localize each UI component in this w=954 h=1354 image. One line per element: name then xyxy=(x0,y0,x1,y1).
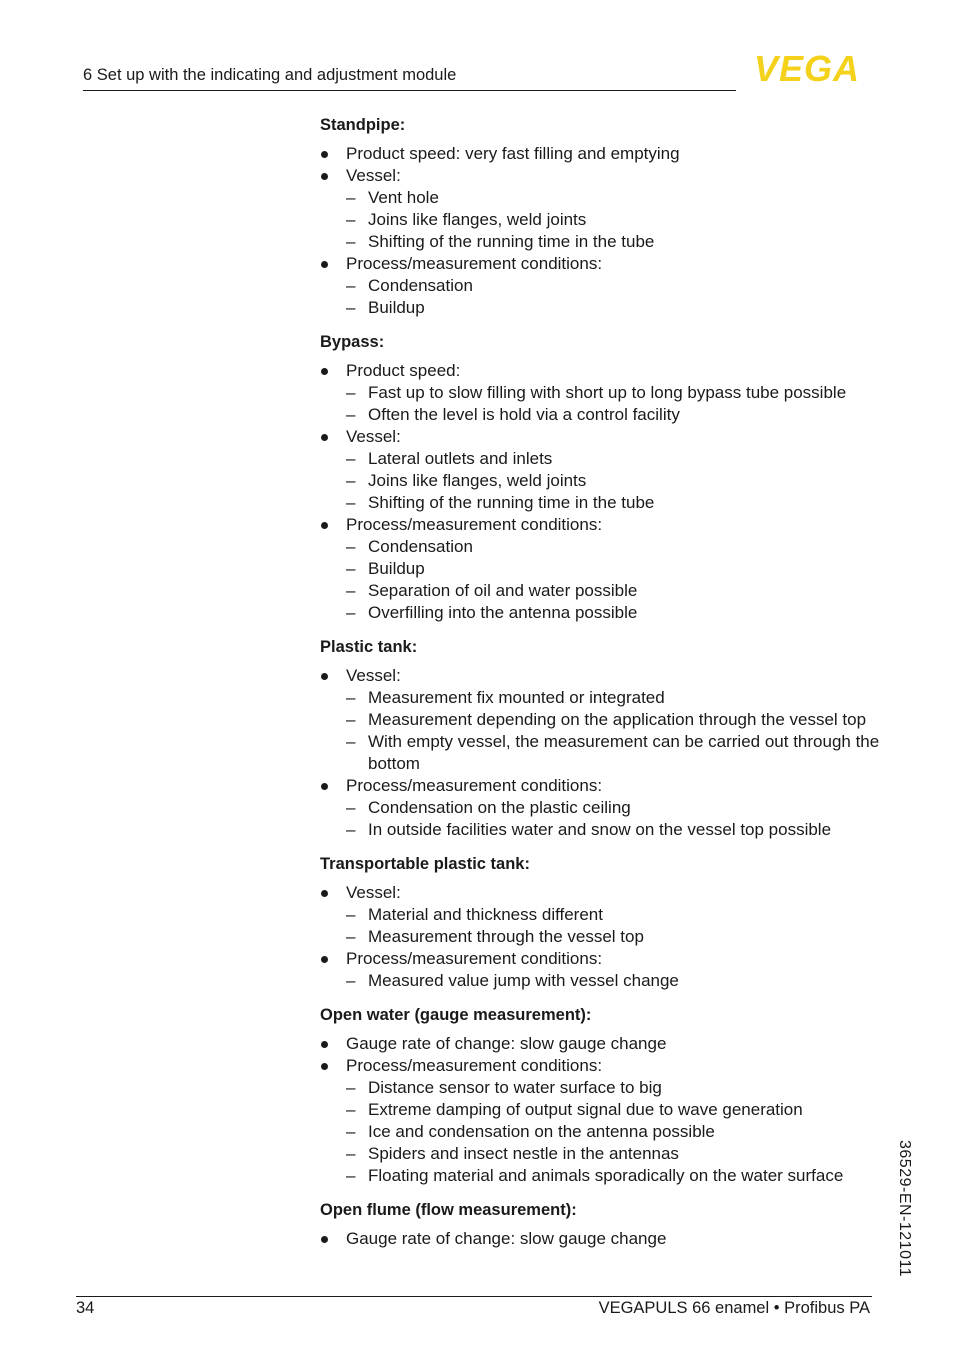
bullet-item xyxy=(320,1055,880,1187)
section xyxy=(320,636,880,841)
bullet-text: Vessel: xyxy=(346,883,401,902)
dash-item: – Material and thickness different xyxy=(346,904,880,926)
section xyxy=(320,331,880,624)
section-title: Plastic tank: xyxy=(320,638,418,656)
bullet-item xyxy=(320,253,880,319)
dash-item: – Lateral outlets and inlets xyxy=(346,448,880,470)
bullet-text: Process/measurement conditions: xyxy=(346,1056,603,1075)
dash-item: – In outside facilities water and snow on the vessel top possible xyxy=(346,819,880,841)
chapter-header: 6 Set up with the indicating and adjustment module xyxy=(83,66,457,84)
dash-item: – Buildup xyxy=(346,558,880,580)
bullet-text: Vessel: xyxy=(346,666,401,685)
dash-item: – Vent hole xyxy=(346,187,880,209)
dash-list xyxy=(346,448,880,514)
logo-text: VEGA xyxy=(753,52,861,84)
dash-list xyxy=(346,687,880,775)
bullet-list xyxy=(320,360,880,624)
dash-list xyxy=(346,970,880,992)
bullet-list xyxy=(320,1033,880,1187)
dash-item: – Fast up to slow filling with short up to long bypass tube possible xyxy=(346,382,880,404)
header-rule xyxy=(83,90,736,91)
bullet-item xyxy=(320,514,880,624)
dash-list xyxy=(346,904,880,948)
bullet-text: Product speed: very fast filling and emptying xyxy=(346,144,680,163)
bullet-text: Process/measurement conditions: xyxy=(346,515,603,534)
bullet-list xyxy=(320,882,880,992)
bullet-item xyxy=(320,882,880,948)
bullet-item xyxy=(320,143,880,165)
section-title: Open flume (flow measurement): xyxy=(320,1201,577,1219)
dash-item: – Condensation xyxy=(346,536,880,558)
dash-item: – Floating material and animals sporadically on the water surface xyxy=(346,1165,880,1187)
bullet-list xyxy=(320,1228,880,1250)
bullet-item xyxy=(320,775,880,841)
section xyxy=(320,1199,880,1250)
dash-item: – Ice and condensation on the antenna possible xyxy=(346,1121,880,1143)
dash-list xyxy=(346,187,880,253)
section-title: Open water (gauge measurement): xyxy=(320,1006,592,1024)
document-id: 36529-EN-121011 xyxy=(896,1140,913,1278)
vega-logo xyxy=(742,52,872,84)
dash-item: – Distance sensor to water surface to big xyxy=(346,1077,880,1099)
section xyxy=(320,1004,880,1187)
page-number: 34 xyxy=(76,1299,95,1317)
dash-item: – Measured value jump with vessel change xyxy=(346,970,880,992)
content-area xyxy=(320,114,880,1262)
section xyxy=(320,853,880,992)
bullet-text: Gauge rate of change: slow gauge change xyxy=(346,1034,667,1053)
dash-item: – Shifting of the running time in the tube xyxy=(346,231,880,253)
footer-rule xyxy=(76,1296,872,1297)
section xyxy=(320,114,880,319)
dash-item: – Measurement fix mounted or integrated xyxy=(346,687,880,709)
dash-item: – Measurement depending on the application through the vessel top xyxy=(346,709,880,731)
footer-title: VEGAPULS 66 enamel • Profibus PA xyxy=(598,1299,870,1317)
dash-item: – Condensation xyxy=(346,275,880,297)
dash-item: – Condensation on the plastic ceiling xyxy=(346,797,880,819)
bullet-item xyxy=(320,948,880,992)
dash-item: – Joins like flanges, weld joints xyxy=(346,470,880,492)
dash-item: – Spiders and insect nestle in the antennas xyxy=(346,1143,880,1165)
bullet-item xyxy=(320,426,880,514)
bullet-text: Process/measurement conditions: xyxy=(346,254,603,273)
bullet-text: Product speed: xyxy=(346,361,461,380)
dash-list xyxy=(346,382,880,426)
dash-list xyxy=(346,275,880,319)
bullet-text: Gauge rate of change: slow gauge change xyxy=(346,1229,667,1248)
bullet-list xyxy=(320,143,880,319)
dash-item: – Joins like flanges, weld joints xyxy=(346,209,880,231)
dash-item: – Buildup xyxy=(346,297,880,319)
bullet-item xyxy=(320,665,880,775)
section-title: Standpipe: xyxy=(320,116,406,134)
dash-item: – Overfilling into the antenna possible xyxy=(346,602,880,624)
dash-list xyxy=(346,1077,880,1187)
bullet-text: Vessel: xyxy=(346,427,401,446)
section-title: Bypass: xyxy=(320,333,385,351)
dash-item: – Separation of oil and water possible xyxy=(346,580,880,602)
dash-list xyxy=(346,797,880,841)
bullet-text: Process/measurement conditions: xyxy=(346,949,603,968)
dash-item: – With empty vessel, the measurement can be carried out through the bottom xyxy=(346,731,880,775)
bullet-item xyxy=(320,165,880,253)
bullet-text: Process/measurement conditions: xyxy=(346,776,603,795)
dash-item: – Often the level is hold via a control facility xyxy=(346,404,880,426)
dash-list xyxy=(346,536,880,624)
dash-item: – Extreme damping of output signal due to wave generation xyxy=(346,1099,880,1121)
bullet-item xyxy=(320,1228,880,1250)
bullet-item xyxy=(320,360,880,426)
bullet-text: Vessel: xyxy=(346,166,401,185)
bullet-list xyxy=(320,665,880,841)
dash-item: – Shifting of the running time in the tube xyxy=(346,492,880,514)
dash-item: – Measurement through the vessel top xyxy=(346,926,880,948)
bullet-item xyxy=(320,1033,880,1055)
section-title: Transportable plastic tank: xyxy=(320,855,530,873)
